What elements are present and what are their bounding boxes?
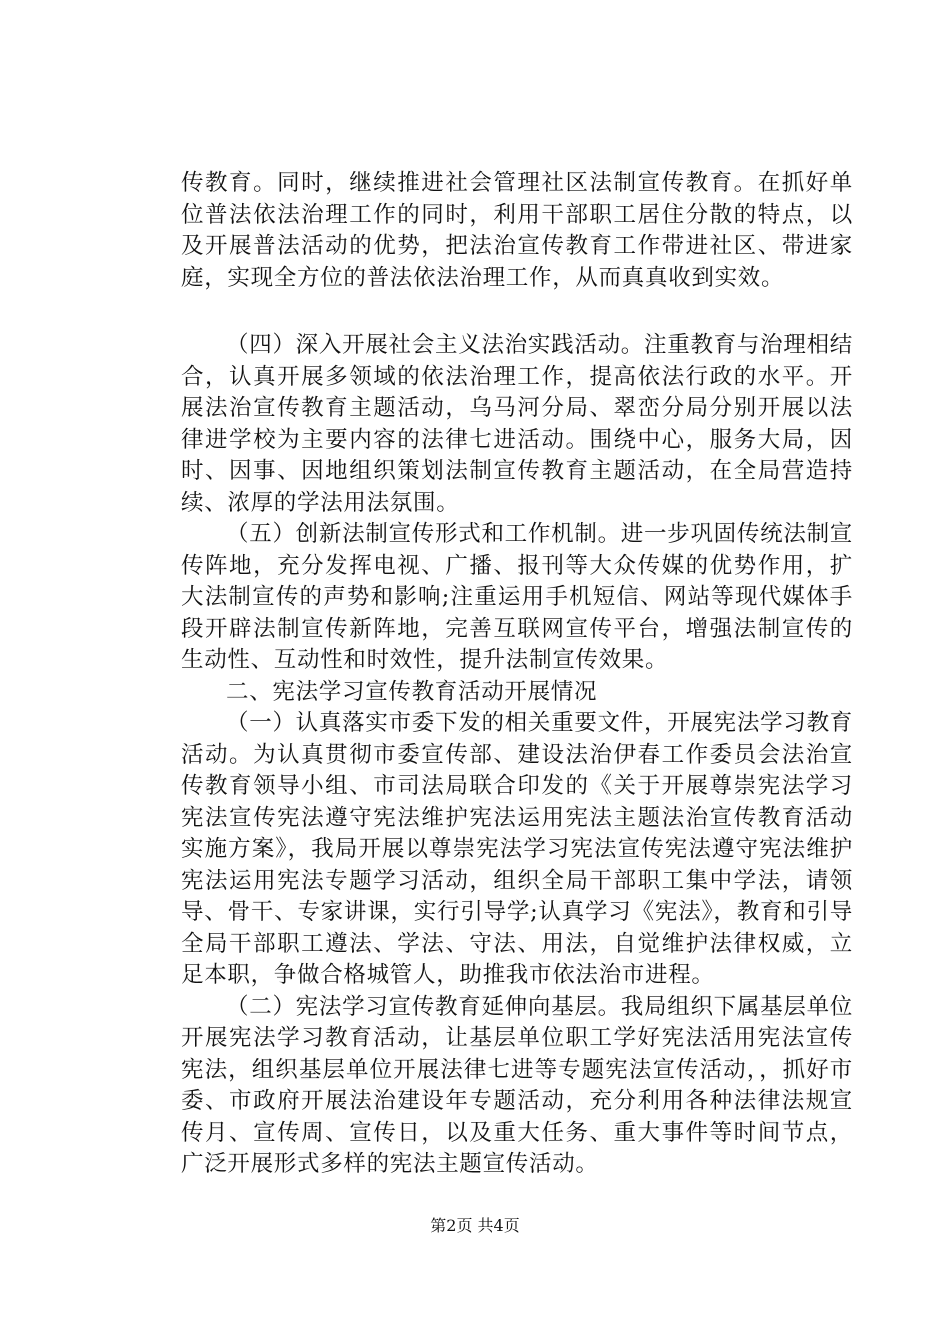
section-heading: 二、宪法学习宣传教育活动开展情况 — [226, 678, 598, 705]
page-number-footer: 第2页 共4页 — [430, 1216, 520, 1235]
paragraph-section-5: （五）创新法制宣传形式和工作机制。进一步巩固传统法制宣传阵地，充分发挥电视、广播、报刊等大众传媒的优势作用，扩大法制宣传的声势和影响;注重运用手机短信、网站等现代媒体手段开辟法制宣传新阵地，完善互联网宣传平台，增强法制宣传的生动性、互动性和时效性，提升法制宣传效果。 — [181, 521, 853, 673]
paragraph-subsection-1: （一）认真落实市委下发的相关重要文件，开展宪法学习教育活动。为认真贯彻市委宣传部、建设法治伊春工作委员会法治宣传教育领导小组、市司法局联合印发的《关于开展尊崇宪法学习宪法宣传宪法遵守宪法维护宪法运用宪法主题法治宣传教育活动实施方案》，我局开展以尊崇宪法学习宪法宣传宪法遵守宪法维护宪法运用宪法专题学习活动，组织全局干部职工集中学法，请领导、骨干、专家讲课，实行引导学;认真学习《宪法》，教育和引导全局干部职工遵法、学法、守法、用法，自觉维护法律权威，立足本职，争做合格城管人，助推我市依法治市进程。 — [181, 710, 853, 988]
paragraph-subsection-2: （二）宪法学习宣传教育延伸向基层。我局组织下属基层单位开展宪法学习教育活动，让基层单位职工学好宪法活用宪法宣传宪法，组织基层单位开展法律七进等专题宪法宣传活动，，抓好市委、市政府开展法治建设年专题活动，充分利用各种法律法规宣传月、宣传周、宣传日，以及重大任务、重大事件等时间节点，广泛开展形式多样的宪法主题宣传活动。 — [181, 993, 853, 1177]
paragraph-section-4: （四）深入开展社会主义法治实践活动。注重教育与治理相结合，认真开展多领域的依法治理工作，提高依法行政的水平。开展法治宣传教育主题活动，乌马河分局、翠峦分局分别开展以法律进学校为主要内容的法律七进活动。围绕中心，服务大局，因时、因事、因地组织策划法制宣传教育主题活动，在全局营造持续、浓厚的学法用法氛围。 — [181, 332, 853, 516]
document-body — [181, 168, 853, 1181]
paragraph-continuation: 传教育。同时，继续推进社会管理社区法制宣传教育。在抓好单位普法依法治理工作的同时，利用干部职工居住分散的特点，以及开展普法活动的优势，把法治宣传教育工作带进社区、带进家庭，实现全方位的普法依法治理工作，从而真真收到实效。 — [181, 170, 853, 291]
